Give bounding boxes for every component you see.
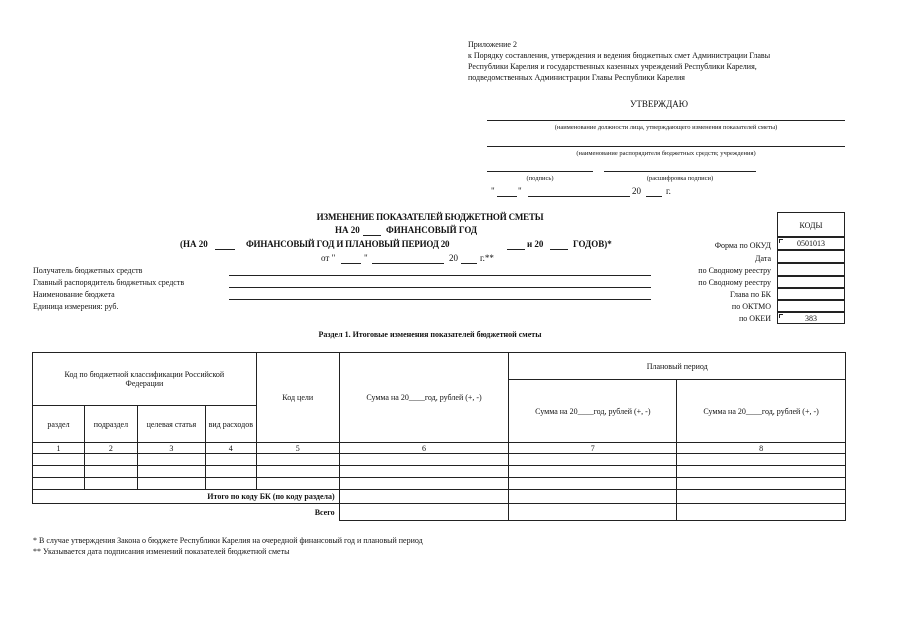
table-number-row <box>33 443 846 454</box>
field-recipient-label: Получатель бюджетных средств <box>33 266 143 275</box>
title-line-2a: НА 20 <box>335 225 360 235</box>
codes-title: КОДЫ <box>777 212 845 237</box>
signature-caption: (подпись) <box>526 175 554 182</box>
total-bk-cell[interactable] <box>339 490 509 504</box>
codes-label-okud: Форма по ОКУД <box>714 241 771 250</box>
codes-value-okud[interactable]: 0501013 <box>777 237 845 250</box>
codes-value-okei[interactable]: 383 <box>777 312 845 324</box>
signature-line <box>487 171 593 172</box>
table-cell[interactable] <box>33 478 85 490</box>
table-cell[interactable] <box>33 454 85 466</box>
col-num: 4 <box>205 443 256 454</box>
title-year3-line <box>507 249 525 250</box>
col-num: 8 <box>677 443 846 454</box>
table-cell[interactable] <box>205 454 256 466</box>
header-code-bk: Код по бюджетной классификации Российской Федерации <box>33 353 257 406</box>
title-line-3c: и 20 <box>527 239 544 249</box>
header-sum-plan-2: Сумма на 20____год, рублей (+, -) <box>677 380 846 443</box>
title-line-2b: ФИНАНСОВЫЙ ГОД <box>386 225 478 235</box>
title-year4-line <box>550 249 568 250</box>
manager-line <box>487 146 845 147</box>
codes-value-glava[interactable] <box>777 288 845 300</box>
field-unit-label: Единица измерения: руб. <box>33 302 119 311</box>
date-label-a: от " <box>321 253 336 263</box>
codes-value-date[interactable] <box>777 250 845 263</box>
field-recipient-line[interactable] <box>229 275 651 276</box>
approve-date-quote-close: " <box>518 186 522 196</box>
title-year-line <box>363 235 381 236</box>
total-cell[interactable] <box>677 504 846 521</box>
appendix-line-4: подведомственных Администрации Главы Республики Карелия <box>468 73 685 82</box>
table-row[interactable] <box>33 466 846 478</box>
position-line <box>487 120 845 121</box>
approve-year-line <box>646 196 662 197</box>
col-num: 1 <box>33 443 85 454</box>
col-num: 7 <box>509 443 677 454</box>
codes-value-oktmo[interactable] <box>777 300 845 312</box>
codes-label-date: Дата <box>755 254 771 263</box>
table-row-total-bk <box>33 490 846 504</box>
table-cell[interactable] <box>339 454 509 466</box>
decode-line <box>604 171 756 172</box>
table-cell[interactable] <box>84 454 137 466</box>
table-cell[interactable] <box>84 466 137 478</box>
header-razdel: раздел <box>33 406 85 443</box>
header-plan-period: Плановый период <box>509 353 846 380</box>
table-cell[interactable] <box>205 478 256 490</box>
date-label-d: г.** <box>480 253 494 263</box>
approve-month-line <box>528 196 630 197</box>
date-label-c: 20 <box>449 253 458 263</box>
date-month-line <box>372 263 444 264</box>
date-day-line <box>341 263 361 264</box>
table-cell[interactable] <box>677 454 846 466</box>
table-cell[interactable] <box>339 478 509 490</box>
col-num: 3 <box>137 443 205 454</box>
table-cell[interactable] <box>256 466 339 478</box>
header-kod-celi: Код цели <box>256 353 339 443</box>
table-cell[interactable] <box>205 466 256 478</box>
table-cell[interactable] <box>339 466 509 478</box>
table-cell[interactable] <box>137 478 205 490</box>
codes-value-registry-1[interactable] <box>777 263 845 276</box>
appendix-line-2: к Порядку составления, утверждения и ведения бюджетных смет Администрации Главы <box>468 51 771 60</box>
field-budget-line[interactable] <box>229 299 651 300</box>
approve-date-suffix: г. <box>666 186 671 196</box>
table-cell[interactable] <box>677 478 846 490</box>
codes-label-glava: Глава по БК <box>730 290 771 299</box>
date-year-line <box>461 263 477 264</box>
total-bk-cell[interactable] <box>509 490 677 504</box>
total-cell[interactable] <box>339 504 509 521</box>
table-cell[interactable] <box>509 466 677 478</box>
table-cell[interactable] <box>677 466 846 478</box>
table-cell[interactable] <box>84 478 137 490</box>
field-budget-label: Наименование бюджета <box>33 290 115 299</box>
tick-mark <box>779 239 783 243</box>
header-celevaya: целевая статья <box>137 406 205 443</box>
section-title: Раздел 1. Итоговые изменения показателей бюджетной сметы <box>318 330 542 339</box>
estimate-table <box>32 352 846 521</box>
total-cell[interactable] <box>509 504 677 521</box>
approve-date-quote-open: " <box>491 186 495 196</box>
table-cell[interactable] <box>137 454 205 466</box>
header-podrazdel: подраздел <box>84 406 137 443</box>
table-cell[interactable] <box>509 478 677 490</box>
appendix-line-3: Республики Карелия и государственных казенных учреждений Республики Карелия, <box>468 62 757 71</box>
col-num: 5 <box>256 443 339 454</box>
position-caption: (наименование должности лица, утверждающего изменения показателей сметы) <box>554 124 778 131</box>
table-cell[interactable] <box>256 478 339 490</box>
manager-caption: (наименование распорядителя бюджетных средств; учреждения) <box>576 150 756 157</box>
codes-value-registry-2[interactable] <box>777 276 845 288</box>
table-cell[interactable] <box>509 454 677 466</box>
approve-date-year: 20 <box>632 186 641 196</box>
codes-label-registry-2: по Сводному реестру <box>698 278 771 287</box>
field-manager-line[interactable] <box>229 287 651 288</box>
codes-label-registry-1: по Сводному реестру <box>698 266 771 275</box>
footnote-1: * В случае утверждения Закона о бюджете Республики Карелия на очередной финансовый год и плановый период <box>33 536 423 545</box>
appendix-line-1: Приложение 2 <box>468 40 517 49</box>
col-num: 2 <box>84 443 137 454</box>
table-cell[interactable] <box>137 466 205 478</box>
codes-label-oktmo: по ОКТМО <box>731 302 771 311</box>
table-row[interactable] <box>33 454 846 466</box>
date-label-b: " <box>364 253 368 263</box>
title-line-3d: ГОДОВ)* <box>573 239 612 249</box>
field-manager-label: Главный распорядитель бюджетных средств <box>33 278 185 287</box>
approve-day-line <box>497 196 517 197</box>
table-cell[interactable] <box>256 454 339 466</box>
table-row-total <box>33 504 846 521</box>
title-line-1: ИЗМЕНЕНИЕ ПОКАЗАТЕЛЕЙ БЮДЖЕТНОЙ СМЕТЫ <box>316 212 544 222</box>
title-year2-line <box>215 249 235 250</box>
codes-label-okei: по ОКЕИ <box>738 314 771 323</box>
table-row[interactable] <box>33 478 846 490</box>
title-line-3a: (НА 20 <box>180 239 208 249</box>
table-cell[interactable] <box>33 466 85 478</box>
col-num: 6 <box>339 443 509 454</box>
footnote-2: ** Указывается дата подписания изменений показателей бюджетной сметы <box>33 547 290 556</box>
title-line-3b: ФИНАНСОВЫЙ ГОД И ПЛАНОВЫЙ ПЕРИОД 20 <box>246 239 450 249</box>
header-sum-plan-1: Сумма на 20____год, рублей (+, -) <box>509 380 677 443</box>
approve-title: УТВЕРЖДАЮ <box>630 99 689 109</box>
total-bk-label: Итого по коду БК (по коду раздела) <box>33 490 340 504</box>
header-sum: Сумма на 20____год, рублей (+, -) <box>339 353 509 443</box>
tick-mark <box>779 314 783 318</box>
total-bk-cell[interactable] <box>677 490 846 504</box>
total-label: Всего <box>33 504 340 521</box>
decode-caption: (расшифровка подписи) <box>646 175 714 182</box>
header-vid: вид расходов <box>205 406 256 443</box>
